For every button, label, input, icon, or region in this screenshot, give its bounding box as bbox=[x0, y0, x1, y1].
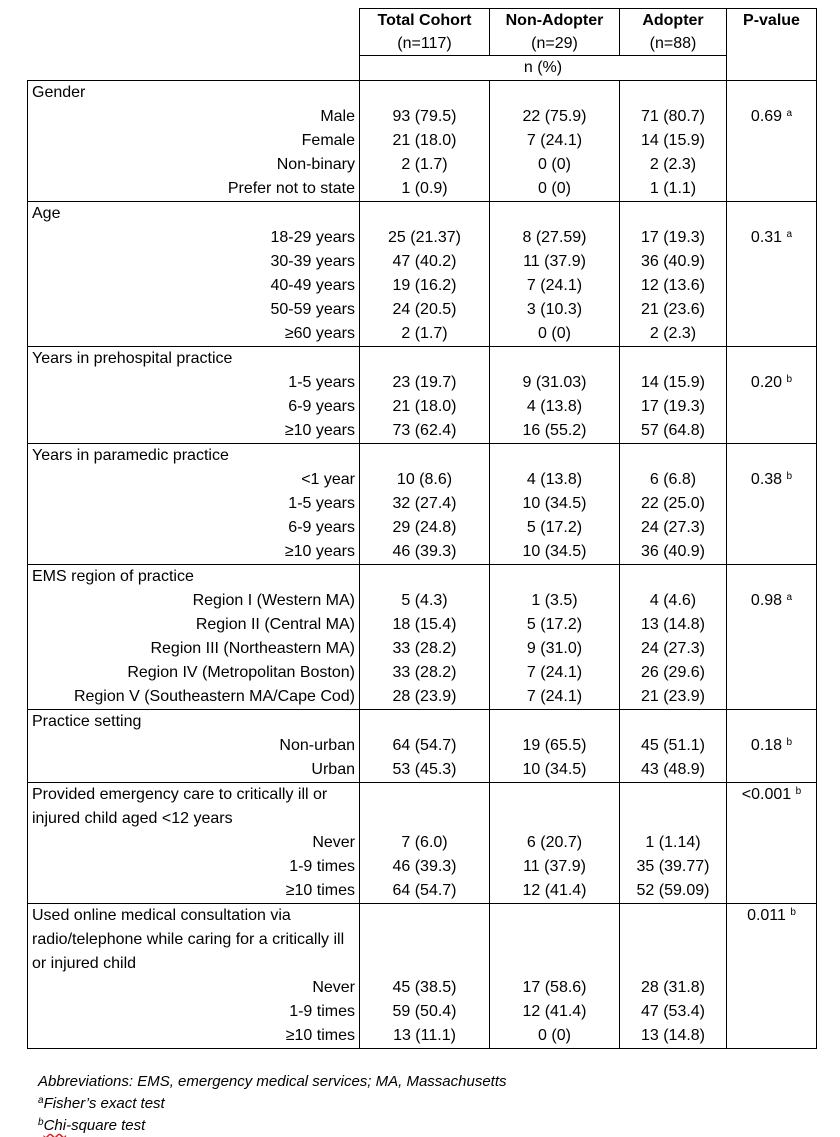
header-non-adopter bbox=[490, 9, 620, 56]
row-label: Region II (Central MA) bbox=[195, 616, 355, 633]
value-cell: 29 (24.8) bbox=[392, 519, 457, 536]
row-label: 18-29 years bbox=[270, 229, 355, 246]
values-spacer bbox=[364, 904, 485, 976]
value-cell: 11 (37.9) bbox=[523, 253, 586, 270]
values-spacer bbox=[624, 347, 722, 371]
section-label-cell bbox=[28, 347, 360, 444]
value-cell: 2 (2.3) bbox=[649, 156, 697, 173]
section-values-non bbox=[490, 904, 620, 1049]
section-values-non bbox=[490, 347, 620, 444]
pvalue-text: 0.31 bbox=[750, 229, 783, 246]
header-pvalue: P-value bbox=[727, 9, 817, 81]
values-spacer bbox=[624, 904, 722, 976]
values-spacer bbox=[364, 444, 485, 468]
value-cell: 5 (17.2) bbox=[526, 519, 583, 536]
section-values-adopt bbox=[620, 904, 727, 1049]
value-cell: 28 (23.9) bbox=[392, 688, 457, 705]
section-values-adopt bbox=[620, 565, 727, 710]
section-values-total bbox=[360, 565, 490, 710]
value-cell: 10 (8.6) bbox=[396, 471, 453, 488]
demographics-table bbox=[27, 8, 817, 1049]
value-cell: 1 (3.5) bbox=[531, 592, 578, 609]
abbreviations-note: Abbreviations: EMS, emergency medical services; MA, Massachusetts bbox=[38, 1073, 507, 1090]
section-category: Age bbox=[32, 205, 61, 222]
section-category: Years in prehospital practice bbox=[32, 350, 233, 367]
pvalue-note: a bbox=[786, 108, 793, 119]
table-row bbox=[28, 783, 817, 904]
values-spacer bbox=[494, 347, 615, 371]
values-spacer bbox=[364, 565, 485, 589]
value-cell: 19 (16.2) bbox=[392, 277, 457, 294]
section-values-total bbox=[360, 710, 490, 783]
row-label: Non-urban bbox=[279, 737, 355, 754]
values-spacer bbox=[624, 81, 722, 105]
value-cell: 25 (21.37) bbox=[388, 229, 461, 246]
values-spacer bbox=[624, 444, 722, 468]
table-row bbox=[28, 904, 817, 1049]
value-cell: 2 (1.7) bbox=[401, 325, 448, 342]
pvalue-text: 0.69 bbox=[750, 108, 783, 125]
pvalue-text: <0.001 bbox=[741, 786, 792, 803]
section-label-cell bbox=[28, 444, 360, 565]
value-cell: 23 (19.7) bbox=[392, 374, 457, 391]
section-values-adopt bbox=[620, 81, 727, 202]
section-values-adopt bbox=[620, 710, 727, 783]
row-label: Region III (Northeastern MA) bbox=[150, 640, 355, 657]
value-cell: 64 (54.7) bbox=[392, 737, 457, 754]
row-label: <1 year bbox=[301, 471, 355, 488]
value-cell: 28 (31.8) bbox=[640, 979, 706, 996]
value-cell: 10 (34.5) bbox=[522, 761, 587, 778]
section-category: EMS region of practice bbox=[32, 568, 194, 585]
section-values-non bbox=[490, 81, 620, 202]
row-label: 1-5 years bbox=[288, 495, 355, 512]
values-spacer bbox=[364, 710, 485, 734]
section-values-total bbox=[360, 904, 490, 1049]
value-cell: 7 (24.1) bbox=[526, 132, 583, 149]
value-cell: 35 (39.77) bbox=[636, 858, 710, 875]
value-cell: 33 (28.2) bbox=[392, 664, 457, 681]
header-total-cohort bbox=[360, 9, 490, 56]
value-cell: 16 (55.2) bbox=[522, 422, 587, 439]
header-non-n: (n=29) bbox=[531, 35, 578, 52]
section-values-adopt bbox=[620, 444, 727, 565]
values-spacer bbox=[364, 347, 485, 371]
value-cell: 36 (40.9) bbox=[640, 543, 706, 560]
value-cell: 6 (20.7) bbox=[526, 834, 583, 851]
pvalue-cell bbox=[727, 202, 817, 347]
row-label: 50-59 years bbox=[270, 301, 355, 318]
values-spacer bbox=[494, 444, 615, 468]
value-cell: 4 (4.6) bbox=[649, 592, 697, 609]
value-cell: 43 (48.9) bbox=[640, 761, 706, 778]
row-label: ≥10 years bbox=[284, 543, 355, 560]
row-label: Non-binary bbox=[276, 156, 355, 173]
footnote-a-text: Fisher’s exact test bbox=[43, 1095, 165, 1112]
table-row bbox=[28, 710, 817, 783]
row-label: Male bbox=[320, 108, 355, 125]
value-cell: 8 (27.59) bbox=[522, 229, 587, 246]
row-label: ≥10 times bbox=[285, 882, 355, 899]
value-cell: 12 (41.4) bbox=[522, 882, 587, 899]
value-cell: 13 (14.8) bbox=[640, 1027, 706, 1044]
pvalue-cell bbox=[727, 904, 817, 1049]
values-spacer bbox=[494, 783, 615, 831]
value-cell: 22 (75.9) bbox=[522, 108, 587, 125]
table-row bbox=[28, 444, 817, 565]
value-cell: 4 (13.8) bbox=[526, 471, 583, 488]
value-cell: 73 (62.4) bbox=[392, 422, 457, 439]
value-cell: 26 (29.6) bbox=[640, 664, 706, 681]
footnote-a bbox=[38, 1093, 507, 1115]
value-cell: 2 (2.3) bbox=[649, 325, 697, 342]
footnote-b-word: Chi bbox=[43, 1117, 67, 1134]
value-cell: 7 (24.1) bbox=[526, 664, 583, 681]
value-cell: 46 (39.3) bbox=[392, 543, 457, 560]
value-cell: 13 (14.8) bbox=[640, 616, 706, 633]
value-cell: 5 (4.3) bbox=[401, 592, 448, 609]
value-cell: 22 (25.0) bbox=[640, 495, 706, 512]
value-cell: 17 (58.6) bbox=[522, 979, 587, 996]
pvalue-text: 0.18 bbox=[750, 737, 783, 754]
section-values-adopt bbox=[620, 783, 727, 904]
row-label: ≥60 years bbox=[284, 325, 355, 342]
table-row bbox=[28, 347, 817, 444]
header-blank-cell bbox=[28, 9, 360, 81]
value-cell: 9 (31.03) bbox=[522, 374, 587, 391]
value-cell: 45 (38.5) bbox=[392, 979, 457, 996]
table-row bbox=[28, 565, 817, 710]
value-cell: 0 (0) bbox=[538, 1027, 571, 1044]
section-values-non bbox=[490, 202, 620, 347]
pvalue-cell bbox=[727, 347, 817, 444]
value-cell: 12 (13.6) bbox=[640, 277, 706, 294]
section-category: Gender bbox=[32, 84, 86, 101]
value-cell: 7 (24.1) bbox=[526, 277, 583, 294]
pvalue-text: 0.38 bbox=[750, 471, 783, 488]
section-label-cell bbox=[28, 202, 360, 347]
table-row bbox=[28, 202, 817, 347]
value-cell: 59 (50.4) bbox=[392, 1003, 457, 1020]
pvalue-note: a bbox=[786, 229, 793, 240]
pvalue-note: b bbox=[795, 786, 802, 797]
value-cell: 52 (59.09) bbox=[636, 882, 710, 899]
section-label-cell bbox=[28, 81, 360, 202]
header-unit: n (%) bbox=[360, 56, 727, 81]
values-spacer bbox=[624, 710, 722, 734]
header-total-n: (n=117) bbox=[397, 35, 452, 52]
value-cell: 14 (15.9) bbox=[640, 132, 706, 149]
value-cell: 12 (41.4) bbox=[522, 1003, 587, 1020]
row-label: Prefer not to state bbox=[227, 180, 355, 197]
value-cell: 3 (10.3) bbox=[526, 301, 583, 318]
section-label-cell bbox=[28, 783, 360, 904]
footnote-a-mark: a bbox=[38, 1095, 44, 1106]
header-adopter-title: Adopter bbox=[642, 12, 704, 29]
section-category: Years in paramedic practice bbox=[32, 447, 229, 464]
value-cell: 32 (27.4) bbox=[392, 495, 457, 512]
value-cell: 0 (0) bbox=[538, 325, 571, 342]
value-cell: 47 (53.4) bbox=[640, 1003, 706, 1020]
value-cell: 24 (27.3) bbox=[640, 519, 706, 536]
row-label: Never bbox=[312, 834, 355, 851]
values-spacer bbox=[364, 81, 485, 105]
value-cell: 21 (18.0) bbox=[392, 398, 457, 415]
value-cell: 10 (34.5) bbox=[522, 543, 587, 560]
value-cell: 21 (18.0) bbox=[392, 132, 457, 149]
values-spacer bbox=[624, 565, 722, 589]
row-label: Region V (Southeastern MA/Cape Cod) bbox=[73, 688, 355, 705]
section-values-adopt bbox=[620, 347, 727, 444]
value-cell: 6 (6.8) bbox=[649, 471, 697, 488]
value-cell: 45 (51.1) bbox=[640, 737, 706, 754]
footnote-b-mark: b bbox=[38, 1117, 44, 1128]
pvalue-note: a bbox=[786, 592, 793, 603]
values-spacer bbox=[364, 783, 485, 831]
value-cell: 11 (37.9) bbox=[523, 858, 586, 875]
value-cell: 17 (19.3) bbox=[640, 398, 706, 415]
values-spacer bbox=[494, 904, 615, 976]
row-label: 6-9 years bbox=[288, 519, 355, 536]
footnote-b bbox=[38, 1115, 507, 1137]
section-label-cell bbox=[28, 904, 360, 1049]
pvalue-note: b bbox=[786, 471, 793, 482]
section-label-cell bbox=[28, 710, 360, 783]
value-cell: 33 (28.2) bbox=[392, 640, 457, 657]
pvalue-text: 0.20 bbox=[750, 374, 783, 391]
value-cell: 46 (39.3) bbox=[392, 858, 457, 875]
row-label: ≥10 years bbox=[284, 422, 355, 439]
header-adopter-n: (n=88) bbox=[649, 35, 697, 52]
section-values-non bbox=[490, 783, 620, 904]
table-row bbox=[28, 81, 817, 202]
section-values-total bbox=[360, 81, 490, 202]
values-spacer bbox=[364, 202, 485, 226]
value-cell: 0 (0) bbox=[538, 156, 571, 173]
value-cell: 0 (0) bbox=[538, 180, 571, 197]
section-values-non bbox=[490, 710, 620, 783]
pvalue-cell bbox=[727, 444, 817, 565]
header-row bbox=[28, 9, 817, 56]
value-cell: 24 (20.5) bbox=[392, 301, 457, 318]
value-cell: 47 (40.2) bbox=[392, 253, 457, 270]
section-category: Used online medical consultation via radio/telephone while caring for a critically ill or injured child bbox=[32, 907, 345, 972]
row-label: Region I (Western MA) bbox=[192, 592, 355, 609]
value-cell: 1 (1.1) bbox=[649, 180, 697, 197]
value-cell: 2 (1.7) bbox=[401, 156, 448, 173]
section-values-total bbox=[360, 202, 490, 347]
values-spacer bbox=[494, 81, 615, 105]
row-label: 40-49 years bbox=[270, 277, 355, 294]
value-cell: 10 (34.5) bbox=[522, 495, 587, 512]
header-non-title: Non-Adopter bbox=[505, 12, 604, 29]
value-cell: 14 (15.9) bbox=[640, 374, 706, 391]
pvalue-cell bbox=[727, 710, 817, 783]
header-adopter bbox=[620, 9, 727, 56]
section-values-total bbox=[360, 783, 490, 904]
values-spacer bbox=[624, 783, 722, 831]
values-spacer bbox=[494, 710, 615, 734]
pvalue-cell bbox=[727, 565, 817, 710]
value-cell: 36 (40.9) bbox=[640, 253, 706, 270]
row-label: 1-5 years bbox=[288, 374, 355, 391]
value-cell: 93 (79.5) bbox=[392, 108, 457, 125]
row-label: 30-39 years bbox=[270, 253, 355, 270]
row-label: 6-9 years bbox=[288, 398, 355, 415]
value-cell: 57 (64.8) bbox=[640, 422, 706, 439]
value-cell: 53 (45.3) bbox=[392, 761, 457, 778]
section-label-cell bbox=[28, 565, 360, 710]
value-cell: 9 (31.0) bbox=[526, 640, 583, 657]
value-cell: 21 (23.6) bbox=[640, 301, 706, 318]
section-values-total bbox=[360, 347, 490, 444]
value-cell: 7 (6.0) bbox=[401, 834, 448, 851]
section-category: Practice setting bbox=[32, 713, 142, 730]
pvalue-text: 0.98 bbox=[750, 592, 783, 609]
section-category: Provided emergency care to critically ill or injured child aged <12 years bbox=[32, 786, 328, 827]
values-spacer bbox=[494, 565, 615, 589]
pvalue-text: 0.011 bbox=[747, 907, 786, 924]
row-label: Female bbox=[301, 132, 355, 149]
pvalue-note: b bbox=[786, 737, 793, 748]
value-cell: 21 (23.9) bbox=[640, 688, 706, 705]
pvalue-cell bbox=[727, 783, 817, 904]
value-cell: 1 (0.9) bbox=[401, 180, 448, 197]
value-cell: 5 (17.2) bbox=[526, 616, 583, 633]
pvalue-cell bbox=[727, 81, 817, 202]
value-cell: 13 (11.1) bbox=[393, 1027, 456, 1044]
value-cell: 64 (54.7) bbox=[392, 882, 457, 899]
row-label: 1-9 times bbox=[289, 858, 355, 875]
value-cell: 71 (80.7) bbox=[640, 108, 706, 125]
row-label: ≥10 times bbox=[285, 1027, 355, 1044]
row-label: Never bbox=[312, 979, 355, 996]
value-cell: 17 (19.3) bbox=[640, 229, 706, 246]
value-cell: 24 (27.3) bbox=[640, 640, 706, 657]
pvalue-note: b bbox=[790, 907, 796, 918]
value-cell: 4 (13.8) bbox=[526, 398, 583, 415]
row-label: Region IV (Metropolitan Boston) bbox=[127, 664, 355, 681]
value-cell: 18 (15.4) bbox=[392, 616, 457, 633]
pvalue-note: b bbox=[786, 374, 793, 385]
value-cell: 7 (24.1) bbox=[526, 688, 583, 705]
footnote-b-text: -square test bbox=[66, 1117, 146, 1134]
values-spacer bbox=[494, 202, 615, 226]
row-label: 1-9 times bbox=[289, 1003, 355, 1020]
value-cell: 1 (1.14) bbox=[645, 834, 701, 851]
section-values-adopt bbox=[620, 202, 727, 347]
values-spacer bbox=[624, 202, 722, 226]
header-total-title: Total Cohort bbox=[377, 12, 472, 29]
section-values-non bbox=[490, 565, 620, 710]
section-values-non bbox=[490, 444, 620, 565]
row-label: Urban bbox=[311, 761, 355, 778]
section-values-total bbox=[360, 444, 490, 565]
table-footnotes bbox=[38, 1071, 507, 1137]
value-cell: 19 (65.5) bbox=[522, 737, 587, 754]
